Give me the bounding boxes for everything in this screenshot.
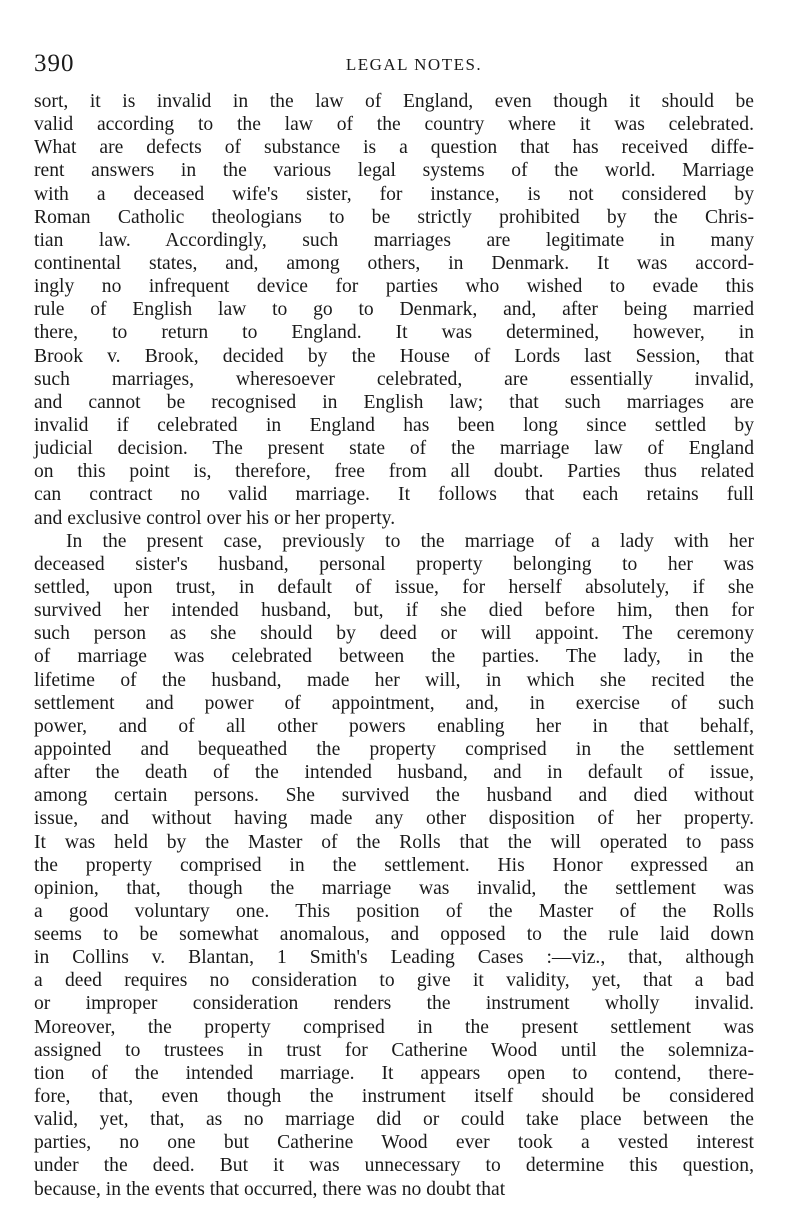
running-title: LEGAL NOTES. (345, 55, 483, 74)
text-line: of marriage was celebrated between the parties. The lady, in the (34, 646, 754, 668)
paragraph (34, 530, 754, 1201)
paragraph (34, 90, 754, 530)
text-line: power, and of all other powers enabling her in that behalf, (34, 715, 754, 737)
text-line: deceased sister's husband, personal property belonging to her was (34, 553, 754, 575)
text-line: judicial decision. The present state of the marriage law of England (34, 438, 754, 460)
text-line: there, to return to England. It was determined, however, in (34, 322, 754, 344)
text-line: on this point is, therefore, free from all doubt. Parties thus related (34, 461, 754, 483)
body-text (34, 90, 754, 1201)
text-line: such person as she should by deed or will appoint. The ceremony (34, 623, 754, 645)
text-line: among certain persons. She survived the husband and died without (34, 785, 754, 807)
text-line: or improper consideration renders the instrument wholly invalid. (34, 993, 754, 1015)
text-line: appointed and bequeathed the property comprised in the settlement (34, 738, 754, 760)
text-line: valid according to the law of the country where it was celebrated. (34, 114, 754, 136)
text-line: tian law. Accordingly, such marriages are legitimate in many (34, 229, 754, 251)
text-line: Brook v. Brook, decided by the House of Lords last Session, that (34, 345, 754, 367)
text-line: What are defects of substance is a question that has received diffe- (34, 137, 754, 159)
text-line: settled, upon trust, in default of issue, for herself absolutely, if she (34, 576, 754, 598)
text-line: and exclusive control over his or her property. (34, 507, 396, 529)
text-line: opinion, that, though the marriage was invalid, the settlement was (34, 877, 754, 899)
text-line: survived her intended husband, but, if she died before him, then for (34, 600, 754, 622)
text-line: can contract no valid marriage. It follows that each retains full (34, 484, 754, 506)
text-line: parties, no one but Catherine Wood ever took a vested interest (34, 1132, 754, 1154)
text-line: the property comprised in the settlement. His Honor expressed an (34, 854, 754, 876)
text-line: rent answers in the various legal systems of the world. Marriage (34, 160, 754, 182)
text-line: issue, and without having made any other disposition of her property. (34, 808, 754, 830)
text-line: invalid if celebrated in England has been long since settled by (34, 414, 754, 436)
text-line: In the present case, previously to the marriage of a lady with her (66, 530, 754, 552)
text-line: It was held by the Master of the Rolls that the will operated to pass (34, 831, 754, 853)
text-line: because, in the events that occurred, there was no doubt that (34, 1178, 506, 1200)
text-line: in Collins v. Blantan, 1 Smith's Leading Cases :—viz., that, although (34, 947, 754, 969)
text-line: lifetime of the husband, made her will, in which she recited the (34, 669, 754, 691)
text-line: settlement and power of appointment, and, in exercise of such (34, 692, 754, 714)
text-line: a good voluntary one. This position of the Master of the Rolls (34, 900, 754, 922)
text-line: Roman Catholic theologians to be strictly prohibited by the Chris- (34, 206, 754, 228)
text-line: continental states, and, among others, in Denmark. It was accord- (34, 252, 754, 274)
page-number: 390 (34, 50, 75, 77)
text-line: assigned to trustees in trust for Catherine Wood until the solemniza- (34, 1039, 754, 1061)
text-line: after the death of the intended husband, and in default of issue, (34, 762, 754, 784)
text-line: tion of the intended marriage. It appears open to contend, there- (34, 1062, 754, 1084)
text-line: seems to be somewhat anomalous, and opposed to the rule laid down (34, 924, 754, 946)
text-line: a deed requires no consideration to give it validity, yet, that a bad (34, 970, 754, 992)
text-line: sort, it is invalid in the law of England, even though it should be (34, 91, 754, 112)
paragraph-list (34, 90, 754, 1201)
text-line: Moreover, the property comprised in the present settlement was (34, 1016, 754, 1038)
running-head (34, 48, 754, 80)
text-line: such marriages, wheresoever celebrated, are essentially invalid, (34, 368, 754, 390)
text-line: and cannot be recognised in English law; that such marriages are (34, 391, 754, 413)
text-line: with a deceased wife's sister, for instance, is not considered by (34, 183, 754, 205)
text-line: rule of English law to go to Denmark, and, after being married (34, 299, 754, 321)
text-line: under the deed. But it was unnecessary to determine this question, (34, 1155, 754, 1177)
text-line: valid, yet, that, as no marriage did or could take place between the (34, 1109, 754, 1131)
text-line: ingly no infrequent device for parties who wished to evade this (34, 276, 754, 298)
text-line: fore, that, even though the instrument itself should be considered (34, 1086, 754, 1108)
